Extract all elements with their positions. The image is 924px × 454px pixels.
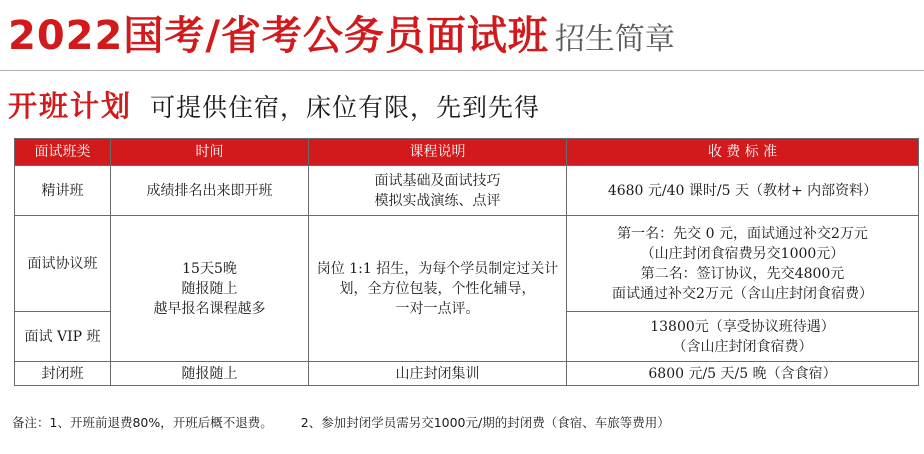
time-cell: 成绩排名出来即开班 [111,166,309,216]
column-header-time: 时间 [111,139,309,166]
class-plan-table [14,138,919,386]
course-cell: 岗位 1:1 招生，为每个学员制定过关计划，全方位包装，个性化辅导， 一对一点评。 [309,216,567,362]
fee-cell: 13800元（享受协议班待遇） （含山庄封闭食宿费） [567,312,919,362]
fee-cell: 4680 元/40 课时/5 天（教材+ 内部资料） [567,166,919,216]
section-heading [8,84,540,125]
time-cell: 随报随上 [111,362,309,386]
table-header-row [15,139,919,166]
course-cell: 面试基础及面试技巧 模拟实战演练、点评 [309,166,567,216]
table-row [15,362,919,386]
page-title [8,4,675,64]
column-header-fee: 收 费 标 准 [567,139,919,166]
course-cell: 山庄封闭集训 [309,362,567,386]
column-header-course: 课程说明 [309,139,567,166]
footnote [12,413,670,431]
section-heading-label: 开班计划 [8,89,133,123]
title-divider [0,70,924,71]
footnote-refund-policy: 备注：1、开班前退费80%，开班后概不退费。 [12,415,273,430]
table-row [15,166,919,216]
column-header-class-type: 面试班类 [15,139,111,166]
class-name-cell: 面试协议班 [15,216,111,312]
class-name-cell: 面试 VIP 班 [15,312,111,362]
table-row [15,216,919,312]
title-suffix: 招生简章 [554,22,675,57]
fee-cell: 6800 元/5 天/5 晚（含食宿） [567,362,919,386]
footnote-closed-fee: 2、参加封闭学员需另交1000元/期的封闭费（食宿、车旅等费用） [300,415,670,430]
fee-cell: 第一名：先交 0 元，面试通过补交2万元 （山庄封闭食宿费另交1000元） 第二名：签订协议，先交4800元 面试通过补交2万元（含山庄封闭食宿费） [567,216,919,312]
main-title: 2022国考/省考公务员面试班 [8,13,549,59]
time-cell: 15天5晚 随报随上 越早报名课程越多 [111,216,309,362]
class-name-cell: 封闭班 [15,362,111,386]
section-tagline: 可提供住宿，床位有限，先到先得 [150,93,541,122]
class-name-cell: 精讲班 [15,166,111,216]
